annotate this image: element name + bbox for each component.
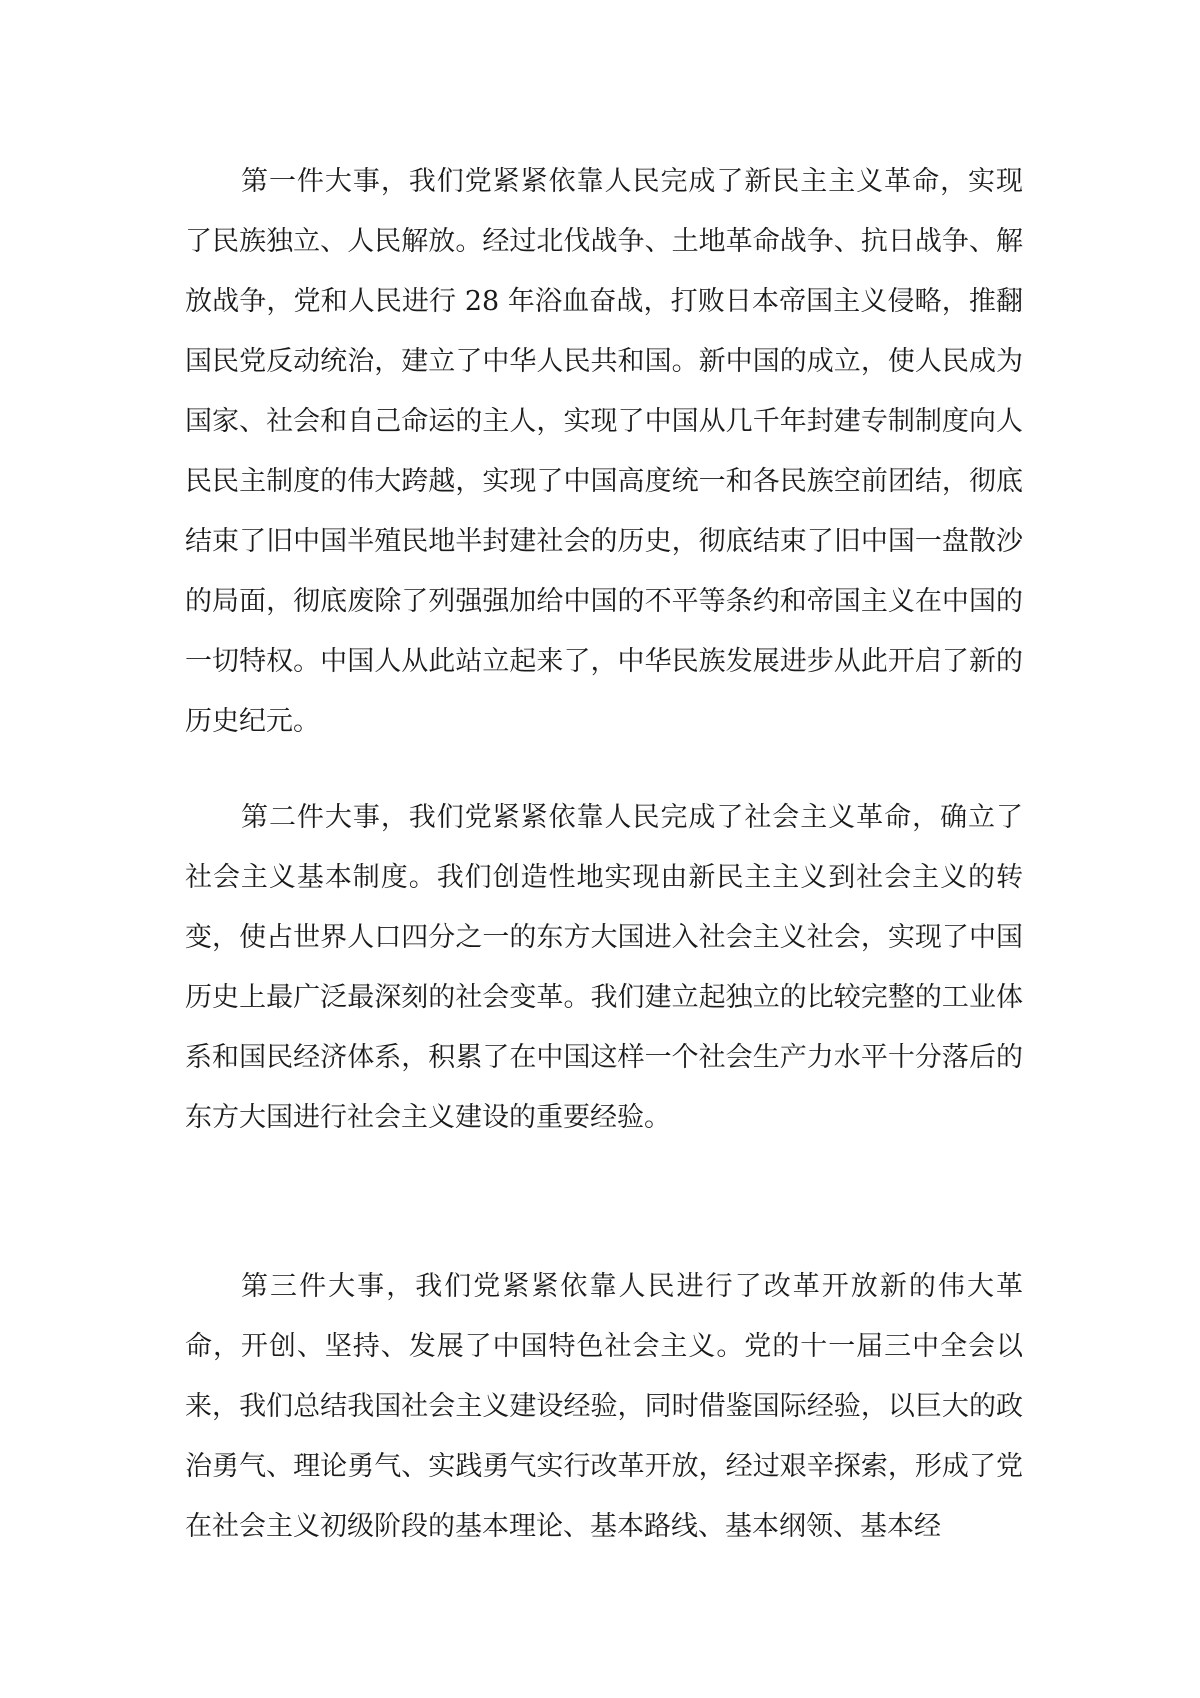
paragraph-second-major-event: 第二件大事，我们党紧紧依靠人民完成了社会主义革命，确立了社会主义基本制度。我们创造性地实现由新民主主义到社会主义的转变，使占世界人口四分之一的东方大国进入社会主义社会，实现了中国历史上最广泛最深刻的社会变革。我们建立起独立的比较完整的工业体系和国民经济体系，积累了在中国这样一个社会生产力水平十分落后的东方大国进行社会主义建设的重要经验。 — [185, 802, 1023, 1133]
paragraph-first-major-event: 第一件大事，我们党紧紧依靠人民完成了新民主主义革命，实现了民族独立、人民解放。经过北伐战争、土地革命战争、抗日战争、解放战争，党和人民进行 28 年浴血奋战，打败日本帝国主义侵略，推翻国民党反动统治，建立了中华人民共和国。新中国的成立，使人民成为国家、社会和自己命运的主人，实现了中国从几千年封建专制制度向人民民主制度的伟大跨越，实现了中国高度统一和各民族空前团结，彻底结束了旧中国半殖民地半封建社会的历史，彻底结束了旧中国一盘散沙的局面，彻底废除了列强强加给中国的不平等条约和帝国主义在中国的一切特权。中国人从此站立起来了，中华民族发展进步从此开启了新的历史纪元。 — [185, 166, 1023, 737]
paragraph-third-major-event: 第三件大事，我们党紧紧依靠人民进行了改革开放新的伟大革命，开创、坚持、发展了中国特色社会主义。党的十一届三中全会以来，我们总结我国社会主义建设经验，同时借鉴国际经验，以巨大的政治勇气、理论勇气、实践勇气实行改革开放，经过艰辛探索，形成了党在社会主义初级阶段的基本理论、基本路线、基本纲领、基本经 — [185, 1271, 1023, 1542]
